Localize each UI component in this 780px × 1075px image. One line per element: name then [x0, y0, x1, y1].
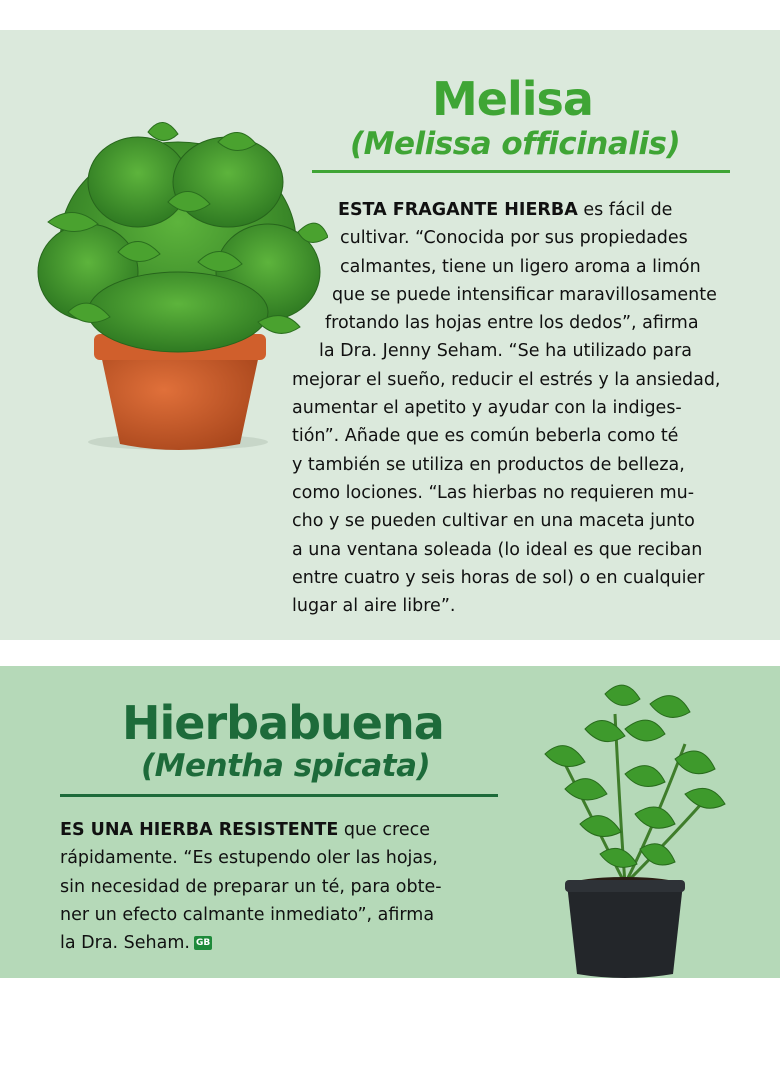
hierbabuena-body-line: sin necesidad de preparar un té, para obte- — [60, 876, 442, 897]
lemon-balm-plant-image — [28, 112, 328, 452]
melisa-body-line: calmantes, tiene un ligero aroma a limón — [340, 256, 701, 277]
melisa-title: Melisa — [432, 72, 593, 126]
melisa-body — [292, 196, 721, 620]
spearmint-plant-image — [525, 674, 730, 979]
melisa-body-line: cultivar. “Conocida por sus propiedades — [340, 228, 688, 249]
melisa-lead-in: ESTA FRAGANTE HIERBA — [338, 200, 578, 220]
melisa-body-line: ESTA FRAGANTE HIERBA es fácil de — [338, 200, 673, 220]
hierbabuena-lead-in: ES UNA HIERBA RESISTENTE — [60, 820, 339, 840]
melisa-body-line: tión”. Añade que es común beberla como té — [292, 426, 679, 447]
hierbabuena-section — [0, 666, 780, 978]
melisa-body-line: a una ventana soleada (lo ideal es que reciban — [292, 539, 703, 560]
hierbabuena-title-divider — [60, 794, 498, 797]
hierbabuena-body-line: la Dra. Seham. GB — [60, 933, 211, 954]
melisa-body-line: que se puede intensificar maravillosamente — [332, 284, 717, 305]
melisa-body-line: lugar al aire libre”. — [292, 596, 456, 617]
melisa-body-line: frotando las hojas entre los dedos”, afirma — [325, 313, 699, 334]
melisa-section — [0, 30, 780, 640]
melisa-body-line: mejorar el sueño, reducir el estrés y la ansiedad, — [292, 369, 721, 390]
hierbabuena-body-line: ES UNA HIERBA RESISTENTE que crece — [60, 820, 430, 840]
melisa-body-line: cho y se pueden cultivar en una maceta junto — [292, 511, 695, 532]
melisa-body-line: como lociones. “Las hierbas no requieren mu- — [292, 482, 695, 503]
melisa-title-divider — [312, 170, 730, 173]
melisa-body-line: la Dra. Jenny Seham. “Se ha utilizado para — [319, 341, 693, 362]
hierbabuena-body-line: rápidamente. “Es estupendo oler las hojas, — [60, 848, 438, 869]
hierbabuena-scientific-name: (Mentha spicata) — [141, 748, 431, 784]
melisa-body-line: aumentar el apetito y ayudar con la indiges- — [292, 398, 682, 419]
melisa-body-line: y también se utiliza en productos de belleza, — [292, 454, 685, 475]
hierbabuena-body-line: ner un efecto calmante inmediato”, afirma — [60, 904, 435, 925]
hierbabuena-body — [60, 816, 442, 957]
melisa-body-line: entre cuatro y seis horas de sol) o en cualquier — [292, 567, 705, 588]
gb-logo-badge: GB — [195, 938, 211, 949]
melisa-scientific-name: (Melissa officinalis) — [350, 126, 681, 162]
hierbabuena-title: Hierbabuena — [122, 696, 444, 750]
